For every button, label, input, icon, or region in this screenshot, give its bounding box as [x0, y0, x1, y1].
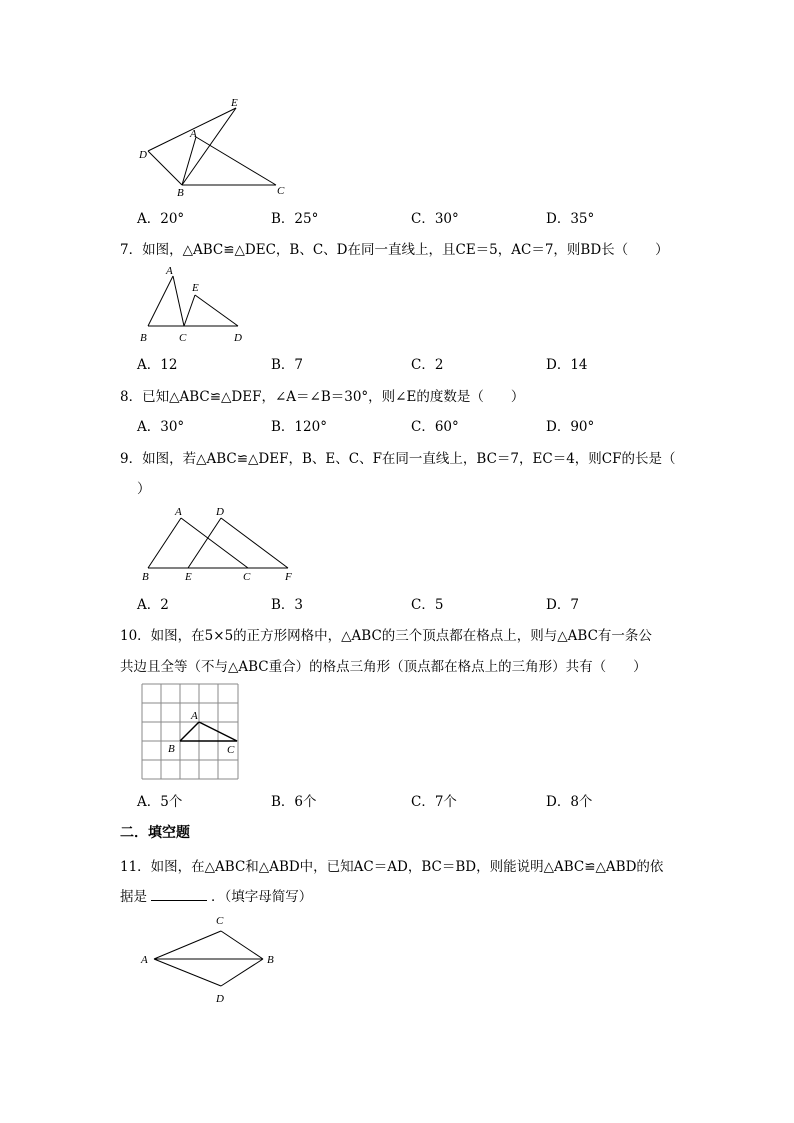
q9-label-a: A — [175, 506, 182, 518]
q6-label-b: B — [177, 187, 184, 199]
q10-label-c: C — [227, 744, 235, 756]
q6-label-d: D — [139, 149, 147, 161]
q10-label-b: B — [168, 743, 175, 755]
q6-label-c: C — [277, 185, 285, 197]
q8-text: 8．已知△ABC≌△DEF，∠A＝∠B＝30°，则∠E的度数是（ ） — [120, 389, 525, 405]
q7-option-b[interactable]: B．7 — [271, 357, 304, 373]
q6-option-b[interactable]: B．25° — [271, 211, 319, 227]
q11-label-c: C — [216, 915, 224, 927]
q7-label-b: B — [140, 332, 147, 344]
q9-label-b: B — [142, 571, 149, 583]
q9-option-d[interactable]: D．7 — [546, 597, 579, 613]
q8-option-a[interactable]: A．30° — [137, 419, 185, 435]
q9-option-b[interactable]: B．3 — [271, 597, 304, 613]
q8-option-c[interactable]: C．60° — [411, 419, 459, 435]
q9-label-e: E — [185, 571, 192, 583]
q10-text: 10．如图，在5×5的正方形网格中，△ABC的三个顶点都在格点上，则与△ABC有一条公 — [120, 628, 652, 644]
q7-label-e: E — [192, 282, 199, 294]
q7-figure — [135, 262, 255, 347]
q11-figure — [135, 910, 285, 1010]
q6-label-a: A — [190, 128, 197, 140]
q9-label-c: C — [243, 571, 251, 583]
q11-text-cont-pre: 据是 — [120, 889, 147, 905]
q9-figure — [135, 502, 305, 587]
q10-option-c[interactable]: C．7个 — [411, 794, 457, 810]
q7-text: 7．如图，△ABC≌△DEC，B、C、D在同一直线上，且CE＝5，AC＝7，则BD长（ ） — [120, 242, 669, 258]
q10-text-cont: 共边且全等（不与△ABC重合）的格点三角形（顶点都在格点上的三角形）共有（ ） — [120, 659, 647, 675]
q9-option-a[interactable]: A．2 — [137, 597, 169, 613]
q10-option-b[interactable]: B．6个 — [271, 794, 317, 810]
q7-option-d[interactable]: D．14 — [546, 357, 588, 373]
q11-text-cont-post: ．（填字母简写） — [211, 889, 313, 905]
q6-label-e: E — [231, 97, 238, 109]
q10-label-a: A — [191, 710, 198, 722]
q9-text-cont: ） — [137, 481, 151, 497]
q7-label-a: A — [166, 265, 173, 277]
q8-option-d[interactable]: D．90° — [546, 419, 595, 435]
q11-text-cont — [120, 885, 312, 905]
q11-label-b: B — [267, 954, 274, 966]
q7-label-d: D — [234, 332, 242, 344]
q9-label-d: D — [216, 506, 224, 518]
q10-grid-figure — [140, 682, 240, 781]
q6-option-c[interactable]: C．30° — [411, 211, 459, 227]
q6-figure — [130, 95, 300, 200]
q10-option-a[interactable]: A．5个 — [137, 794, 183, 810]
q6-option-d[interactable]: D．35° — [546, 211, 595, 227]
q11-label-a: A — [141, 954, 148, 966]
q7-option-c[interactable]: C．2 — [411, 357, 444, 373]
q7-label-c: C — [179, 332, 187, 344]
q10-option-d[interactable]: D．8个 — [546, 794, 593, 810]
q7-option-a[interactable]: A．12 — [137, 357, 178, 373]
q11-label-d: D — [216, 993, 224, 1005]
q8-option-b[interactable]: B．120° — [271, 419, 327, 435]
q6-option-a[interactable]: A．20° — [137, 211, 185, 227]
q9-option-c[interactable]: C．5 — [411, 597, 444, 613]
q9-label-f: F — [285, 571, 292, 583]
q9-text: 9．如图，若△ABC≌△DEF，B、E、C、F在同一直线上，BC＝7，EC＝4，则CF的长是（ — [120, 451, 676, 467]
q11-answer-blank[interactable] — [151, 888, 207, 901]
section-title-fill-in: 二．填空题 — [120, 825, 190, 841]
q11-text: 11．如图，在△ABC和△ABD中，已知AC＝AD，BC＝BD，则能说明△ABC≌△ABD的依 — [120, 859, 664, 875]
